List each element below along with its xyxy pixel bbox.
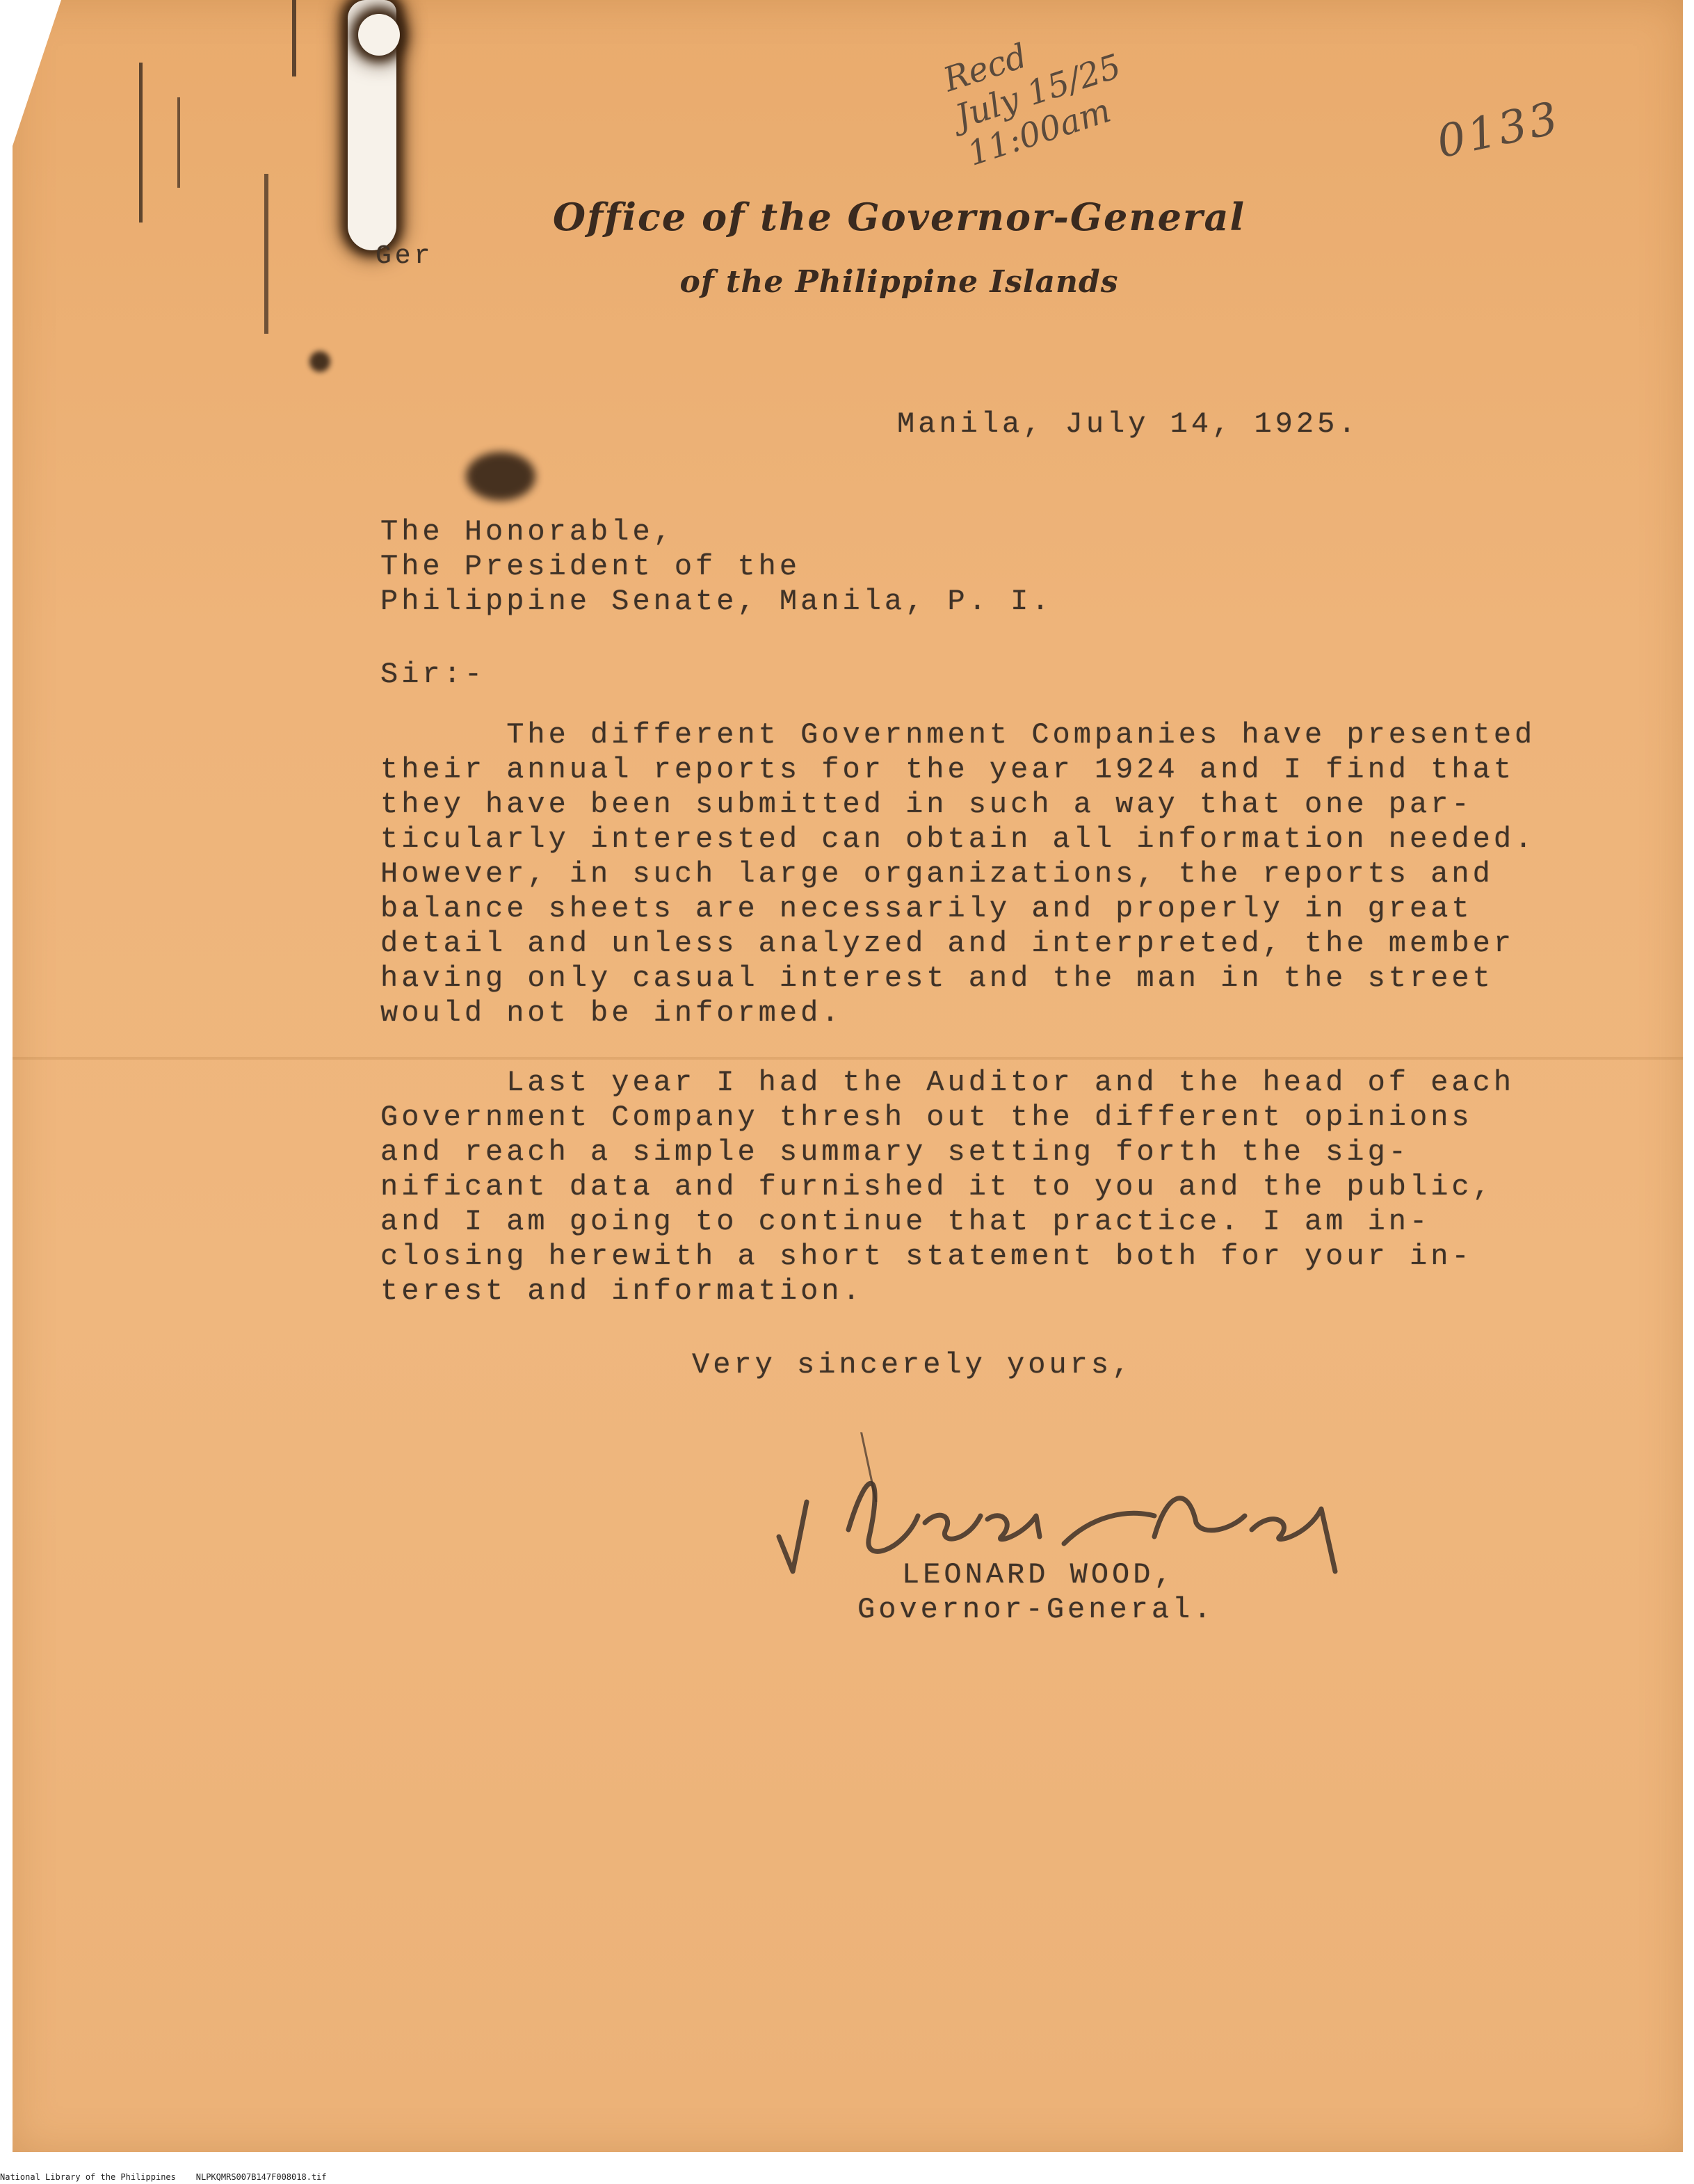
ink-mark	[177, 97, 180, 188]
received-stamp: Recd July 15/25 11:00am	[939, 36, 1126, 174]
file-number: 0133	[1433, 92, 1565, 169]
closing: Very sincerely yours,	[692, 1348, 1134, 1382]
recipient-line: The President of the	[380, 550, 801, 583]
page-corner	[13, 0, 61, 146]
recipient-line: Philippine Senate, Manila, P. I.	[380, 585, 1053, 618]
recipient-line: The Honorable,	[380, 515, 675, 549]
salutation: Sir:-	[380, 658, 486, 691]
margin-text: Ger	[376, 241, 434, 271]
body-paragraph: Last year I had the Auditor and the head of each Government Company thresh out the different opinions and reach a simple summary setting forth the sig- nificant data and furnished it to you and the public, and I am going to continue that practice. I am in- closing herewith a short statement both for your in- terest and information.	[380, 1066, 1515, 1308]
signatory-name: LEONARD WOOD,	[902, 1558, 1175, 1592]
letterhead-subtitle: of the Philippine Islands	[679, 264, 1119, 300]
burn-hole	[358, 14, 400, 56]
letter-date: Manila, July 14, 1925.	[897, 407, 1360, 441]
letterhead-title: Office of the Governor-General	[553, 195, 1245, 239]
body-paragraph: The different Government Companies have presented their annual reports for the year 1924 and I find that they have been submitted in such a way that one par- ticularly interested can obtain all information needed. However, in such large organizations, the reports and balance sheets are necessarily and properly in great detail and unless analyzed and interpreted, the member having only casual interest and the man in the street would not be informed.	[380, 718, 1536, 1030]
ink-blot	[466, 452, 535, 501]
ink-mark	[292, 0, 296, 76]
archive-footer: National Library of the Philippines NLPKQMRS007B147F008018.tif	[0, 2172, 327, 2182]
paper-fold	[13, 1057, 1683, 1060]
signatory-title: Governor-General.	[857, 1593, 1215, 1626]
ink-blot	[309, 351, 330, 372]
